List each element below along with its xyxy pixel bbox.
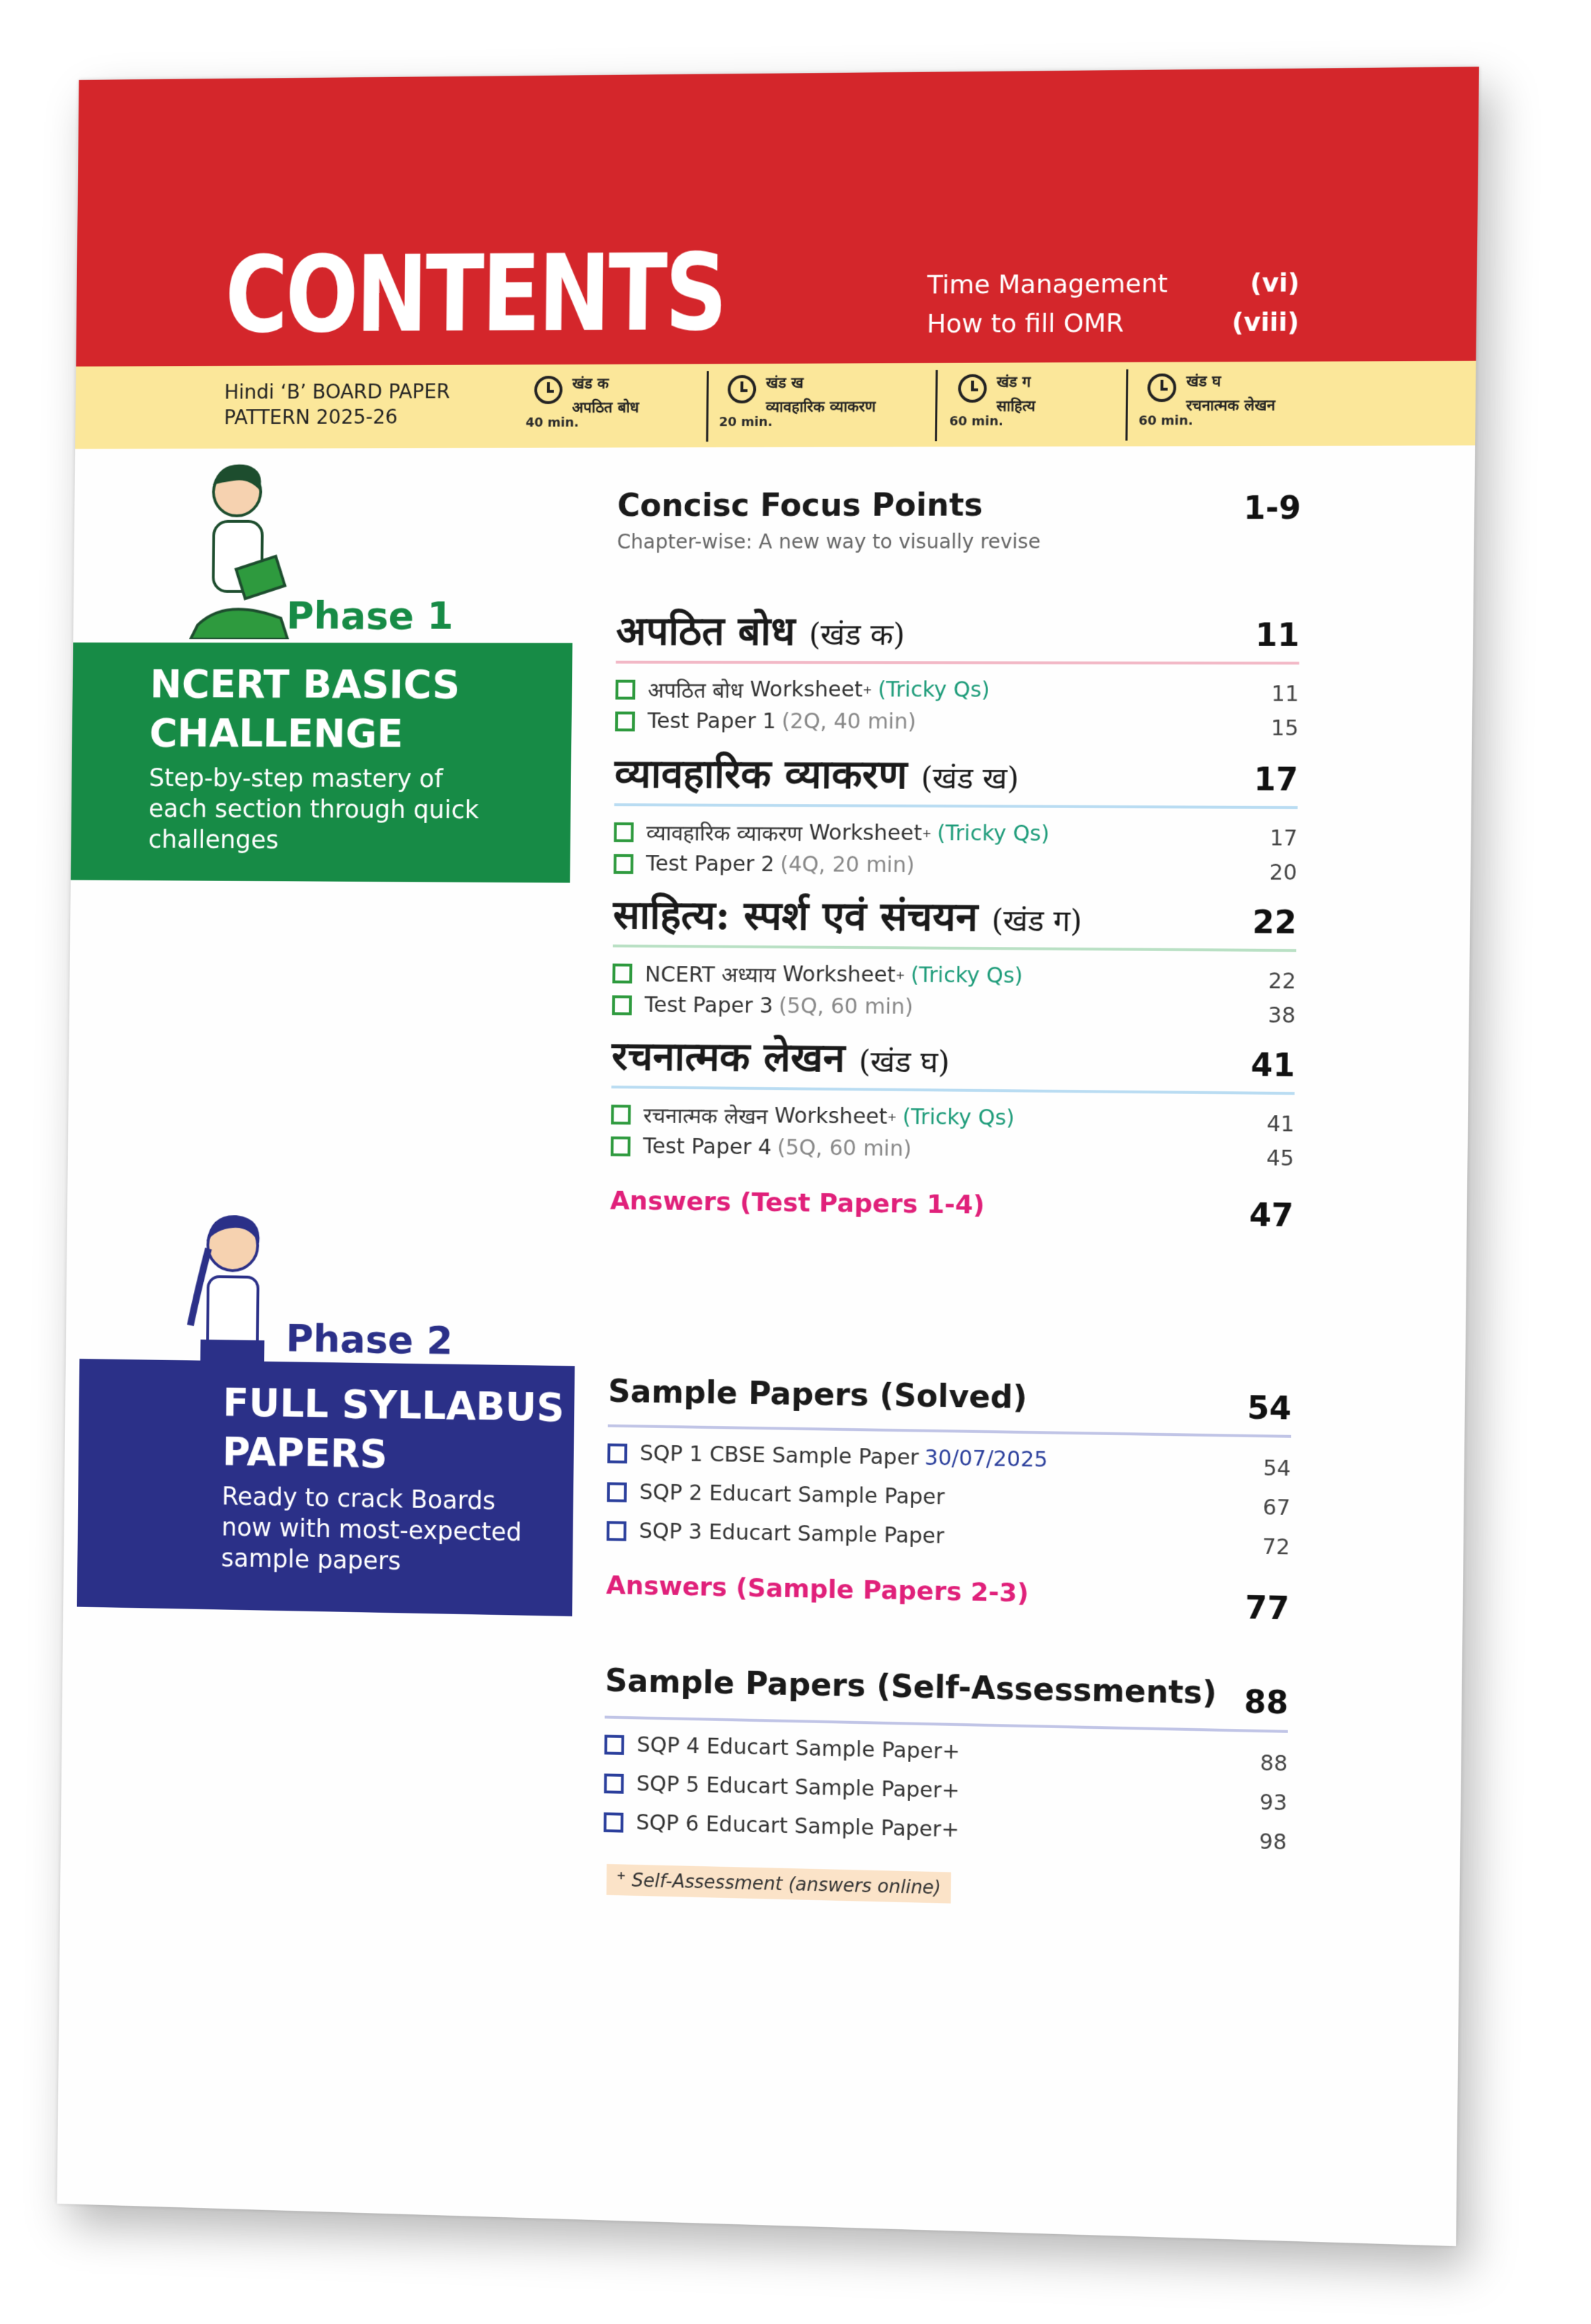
item-page: 98	[1259, 1829, 1287, 1856]
item-page: 67	[1263, 1495, 1291, 1521]
checkbox-icon	[615, 711, 635, 731]
item-page: 54	[1263, 1456, 1291, 1482]
checkbox-icon	[604, 1773, 624, 1794]
list-item[interactable]: SQP 4 Educart Sample Paper+	[604, 1732, 960, 1764]
item-page: 88	[1260, 1751, 1288, 1777]
item-page: 45	[1266, 1146, 1294, 1172]
list-item[interactable]: Test Paper 4 (5Q, 60 min)	[611, 1134, 912, 1161]
clock-icon	[1147, 374, 1176, 402]
item-page: 72	[1262, 1534, 1290, 1560]
checkbox-icon	[614, 853, 633, 873]
solved-papers-page: 54	[1246, 1390, 1292, 1427]
section-rule	[614, 803, 1298, 809]
list-item[interactable]: SQP 5 Educart Sample Paper+	[604, 1771, 960, 1803]
link-omr[interactable]: How to fill OMR (viii)	[926, 308, 1299, 339]
list-item[interactable]: Test Paper 3 (5Q, 60 min)	[612, 992, 913, 1019]
checkbox-icon	[612, 963, 632, 983]
section-a-page: 11	[1255, 617, 1300, 654]
self-assessment-note: + Self-Assessment (answers online)	[607, 1864, 951, 1903]
item-page: 15	[1270, 715, 1299, 742]
section-a-title[interactable]: अपठित बोध (खंड क)	[616, 607, 905, 655]
section-rule	[608, 1425, 1291, 1438]
answers-test-papers-page: 47	[1248, 1197, 1294, 1235]
focus-points-page: 1-9	[1243, 490, 1302, 527]
answers-test-papers[interactable]: Answers (Test Papers 1-4)	[609, 1186, 985, 1220]
focus-points-title[interactable]: Concisc Focus Points	[617, 487, 983, 524]
list-item[interactable]: व्यावहारिक व्याकरण Worksheet + (Tricky Qs)	[614, 817, 1050, 849]
checkbox-icon	[615, 679, 635, 699]
pattern-section-a: खंड क अपठित बोध 40 min.	[525, 374, 639, 430]
focus-points-subtitle: Chapter-wise: A new way to visually revise	[616, 529, 1041, 554]
answers-sample-papers[interactable]: Answers (Sample Papers 2-3)	[606, 1571, 1029, 1609]
board-pattern-label: Hindi ‘B’ BOARD PAPER PATTERN 2025-26	[224, 379, 451, 430]
phase-1-panel: NCERT BASICS CHALLENGE Step-by-step mastery of each section through quick challenges	[71, 643, 573, 883]
item-page: 38	[1268, 1003, 1296, 1029]
checkbox-icon	[611, 1104, 631, 1124]
section-b-title[interactable]: व्यावहारिक व्याकरण (खंड ख)	[614, 750, 1019, 798]
section-rule	[616, 661, 1299, 665]
self-assessment-title[interactable]: Sample Papers (Self-Assessments)	[604, 1662, 1217, 1712]
phase-1-label: Phase 1	[286, 593, 454, 638]
list-item[interactable]: Test Paper 1 (2Q, 40 min)	[615, 708, 917, 734]
pattern-section-c: खंड ग साहित्य 60 min.	[949, 373, 1036, 430]
list-item[interactable]: SQP 1 CBSE Sample Paper 30/07/2025	[607, 1441, 1047, 1473]
answers-sample-papers-page: 77	[1245, 1589, 1290, 1628]
phase-2-label: Phase 2	[285, 1316, 454, 1363]
section-rule	[611, 1086, 1295, 1095]
checkbox-icon	[607, 1482, 627, 1502]
front-matter-links	[926, 269, 1299, 349]
clock-icon	[534, 376, 563, 404]
link-time-management[interactable]: Time Management (vi)	[926, 268, 1300, 300]
clock-icon	[958, 374, 987, 403]
item-page: 17	[1270, 826, 1298, 851]
checkbox-icon	[607, 1521, 626, 1541]
checkbox-icon	[607, 1443, 627, 1463]
list-item[interactable]: SQP 3 Educart Sample Paper	[607, 1518, 944, 1548]
section-d-title[interactable]: रचनात्मक लेखन (खंड घ)	[611, 1032, 950, 1082]
item-page: 93	[1259, 1790, 1287, 1816]
section-b-page: 17	[1253, 761, 1299, 798]
list-item[interactable]: अपठित बोध Worksheet + (Tricky Qs)	[615, 675, 989, 705]
section-c-title[interactable]: साहित्य: स्पर्श एवं संचयन (खंड ग)	[612, 891, 1083, 941]
checkbox-icon	[612, 995, 632, 1015]
pattern-section-d: खंड घ रचनात्मक लेखन 60 min.	[1138, 372, 1275, 429]
list-item[interactable]: Test Paper 2 (4Q, 20 min)	[614, 851, 915, 878]
section-c-page: 22	[1252, 904, 1297, 941]
section-rule	[613, 945, 1297, 953]
page-title: CONTENTS	[224, 231, 726, 357]
clock-icon	[728, 375, 756, 403]
contents-page	[57, 67, 1479, 2246]
section-d-page: 41	[1251, 1047, 1295, 1084]
list-item[interactable]: NCERT अध्याय Worksheet + (Tricky Qs)	[612, 959, 1023, 991]
phase-2-panel: FULL SYLLABUS PAPERS Ready to crack Boards now with most-expected sample papers	[77, 1359, 575, 1616]
item-page: 22	[1268, 969, 1297, 994]
checkbox-icon	[604, 1812, 624, 1833]
list-item[interactable]: रचनात्मक लेखन Worksheet + (Tricky Qs)	[611, 1100, 1015, 1133]
item-page: 20	[1269, 860, 1297, 886]
self-assessment-page: 88	[1243, 1684, 1289, 1722]
section-rule	[604, 1715, 1287, 1732]
checkbox-icon	[604, 1735, 624, 1755]
solved-papers-title[interactable]: Sample Papers (Solved)	[608, 1373, 1028, 1416]
item-page: 41	[1266, 1111, 1294, 1137]
list-item[interactable]: SQP 6 Educart Sample Paper+	[604, 1810, 960, 1843]
item-page: 11	[1271, 681, 1299, 707]
girl-illustration	[169, 1206, 296, 1376]
checkbox-icon	[611, 1136, 631, 1156]
checkbox-icon	[614, 822, 633, 842]
list-item[interactable]: SQP 2 Educart Sample Paper	[607, 1479, 945, 1509]
pattern-section-b: खंड ख व्यावहारिक व्याकरण 20 min.	[718, 374, 876, 430]
